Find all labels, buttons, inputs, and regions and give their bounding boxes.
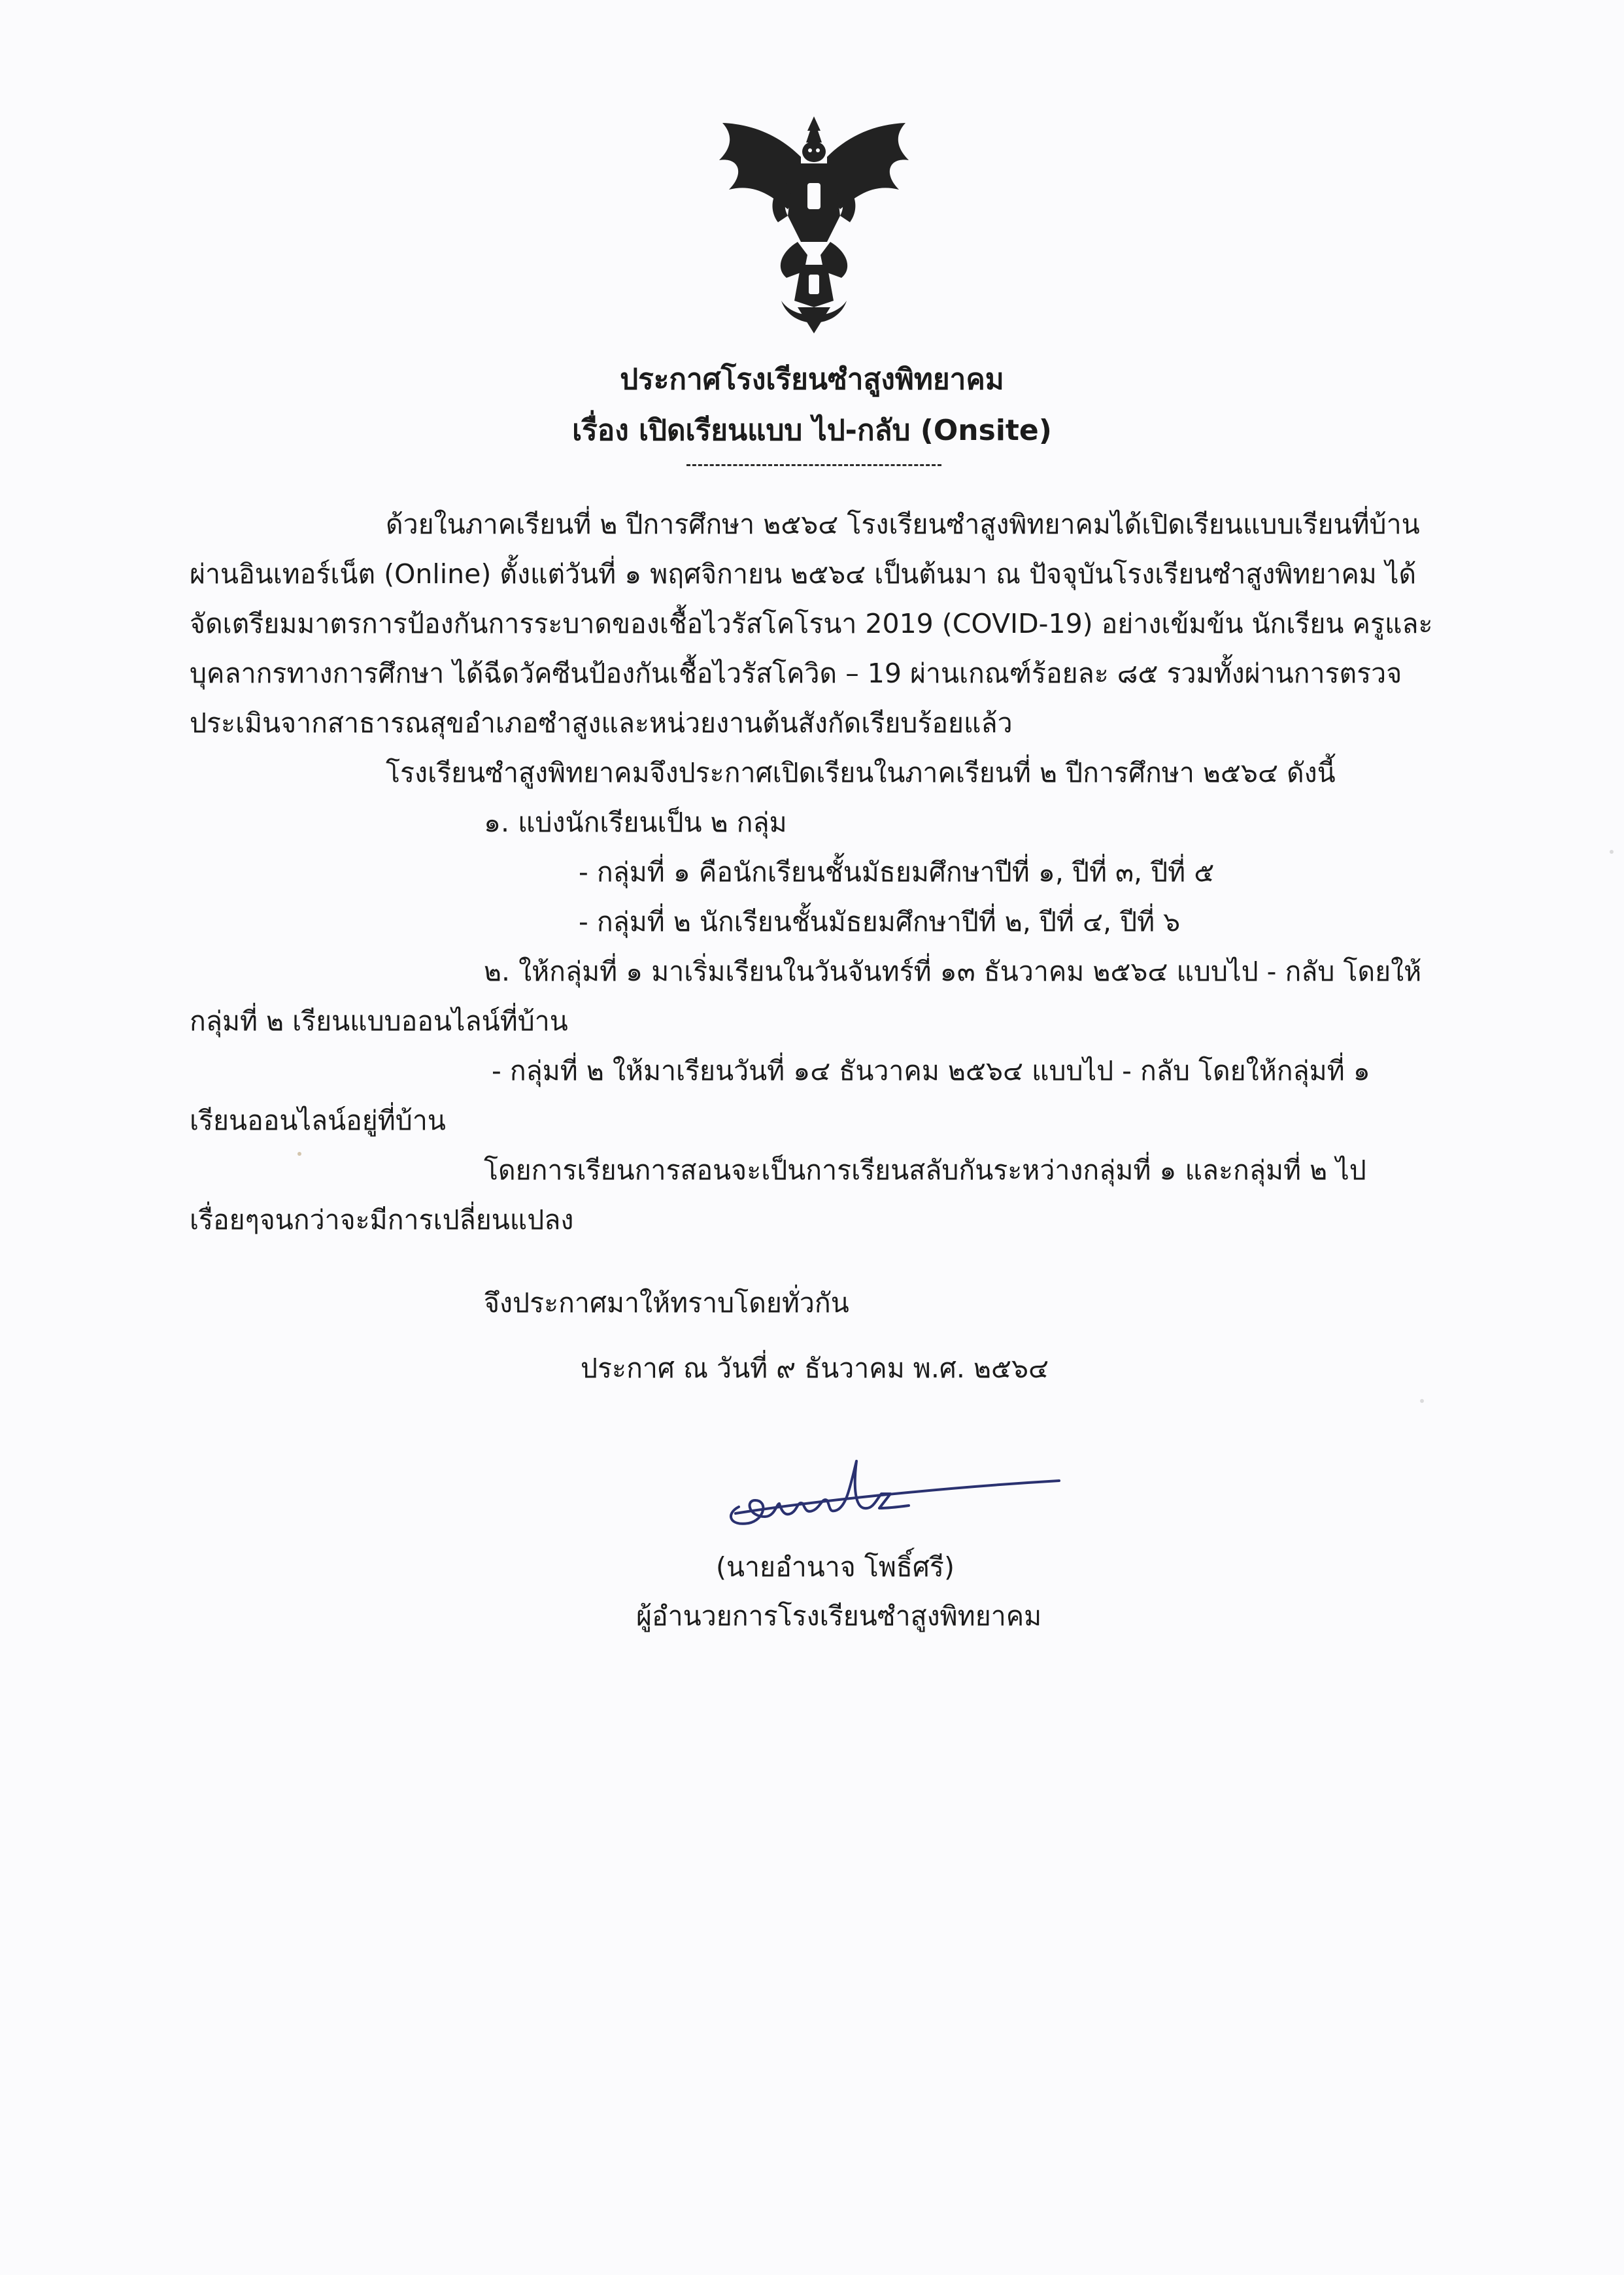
title-divider bbox=[686, 464, 941, 466]
paragraph-1-line-5: ประเมินจากสาธารณสุขอำเภอซำสูงและหน่วยงานต้นสังกัดเรียบร้อยแล้ว bbox=[190, 707, 1013, 739]
item-2b-line-1: - กลุ่มที่ ๒ ให้มาเรียนวันที่ ๑๔ ธันวาคม ๒๕๖๔ แบบไป - กลับ โดยให้กลุ่มที่ ๑ bbox=[492, 1055, 1370, 1087]
paper-speck bbox=[1610, 850, 1614, 854]
item-1: ๑. แบ่งนักเรียนเป็น ๒ กลุ่ม bbox=[484, 807, 787, 838]
rotation-line-2: เรื่อยๆจนกว่าจะมีการเปลี่ยนแปลง bbox=[190, 1204, 574, 1236]
signatory-position: ผู้อำนวยการโรงเรียนซำสูงพิทยาคม bbox=[636, 1600, 1042, 1632]
announcement-subject: เรื่อง เปิดเรียนแบบ ไป-กลับ (Onsite) bbox=[572, 414, 1052, 447]
item-2b-line-2: เรียนออนไลน์อยู่ที่บ้าน bbox=[190, 1105, 446, 1136]
paper-speck bbox=[1420, 1399, 1424, 1403]
group-2: - กลุ่มที่ ๒ นักเรียนชั้นมัธยมศึกษาปีที่ ๒, ปีที่ ๔, ปีที่ ๖ bbox=[579, 906, 1181, 937]
item-2-line-1: ๒. ให้กลุ่มที่ ๑ มาเริ่มเรียนในวันจันทร์ที่ ๑๓ ธันวาคม ๒๕๖๔ แบบไป - กลับ โดยให้ bbox=[484, 956, 1422, 987]
paragraph-1-line-4: บุคลากรทางการศึกษา ได้ฉีดวัคซีนป้องกันเชื้อไวรัสโควิด – 19 ผ่านเกณฑ์ร้อยละ ๘๕ รวมทั้งผ่านการตรวจ bbox=[190, 658, 1402, 689]
garuda-emblem-icon bbox=[709, 111, 919, 337]
item-2-line-2: กลุ่มที่ ๒ เรียนแบบออนไลน์ที่บ้าน bbox=[190, 1005, 568, 1037]
announcement-statement: โรงเรียนซำสูงพิทยาคมจึงประกาศเปิดเรียนในภาคเรียนที่ ๒ ปีการศึกษา ๒๕๖๔ ดังนี้ bbox=[386, 757, 1336, 788]
rotation-line-1: โดยการเรียนการสอนจะเป็นการเรียนสลับกันระหว่างกลุ่มที่ ๑ และกลุ่มที่ ๒ ไป bbox=[484, 1154, 1366, 1186]
paragraph-1-line-2: ผ่านอินเทอร์เน็ต (Online) ตั้งแต่วันที่ ๑ พฤศจิกายน ๒๕๖๔ เป็นต้นมา ณ ปัจจุบันโรงเรียนซำสูงพิทยาคม ได้ bbox=[190, 558, 1417, 590]
signature-icon bbox=[719, 1448, 1072, 1533]
paper-speck bbox=[297, 1152, 301, 1156]
closing-statement: จึงประกาศมาให้ทราบโดยทั่วกัน bbox=[484, 1287, 849, 1319]
paragraph-1-line-1: ด้วยในภาคเรียนที่ ๒ ปีการศึกษา ๒๕๖๔ โรงเรียนซำสูงพิทยาคมได้เปิดเรียนแบบเรียนที่บ้าน bbox=[386, 509, 1420, 540]
announcement-date: ประกาศ ณ วันที่ ๙ ธันวาคม พ.ศ. ๒๕๖๔ bbox=[581, 1353, 1049, 1384]
signatory-name: (นายอำนาจ โพธิ์ศรี) bbox=[716, 1551, 955, 1583]
group-1: - กลุ่มที่ ๑ คือนักเรียนชั้นมัธยมศึกษาปีที่ ๑, ปีที่ ๓, ปีที่ ๕ bbox=[579, 856, 1215, 888]
paragraph-1-line-3: จัดเตรียมมาตรการป้องกันการระบาดของเชื้อไวรัสโคโรนา 2019 (COVID-19) อย่างเข้มข้น นักเรียน ครูและ bbox=[190, 608, 1433, 639]
announcement-title: ประกาศโรงเรียนซำสูงพิทยาคม bbox=[620, 363, 1004, 396]
